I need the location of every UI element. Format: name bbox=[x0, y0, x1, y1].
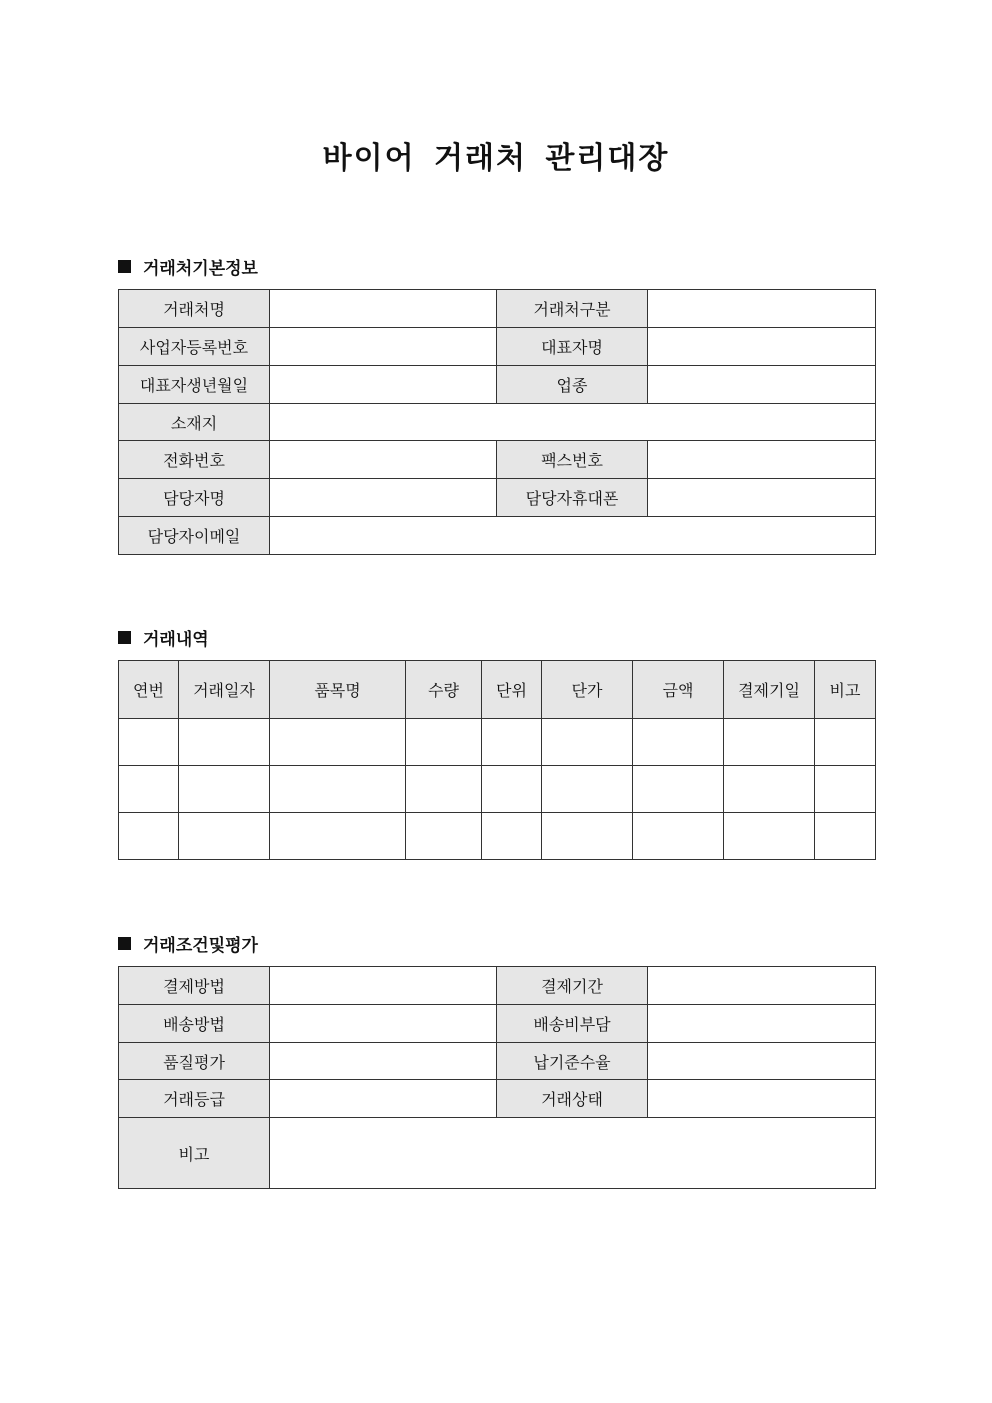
square-bullet-icon bbox=[118, 631, 131, 644]
table-cell[interactable] bbox=[815, 766, 876, 813]
table-row bbox=[119, 719, 876, 766]
table-cell[interactable] bbox=[119, 813, 179, 860]
table-cell[interactable] bbox=[633, 719, 724, 766]
column-header: 품목명 bbox=[270, 661, 406, 719]
label-ship-cost: 배송비부담 bbox=[497, 1005, 648, 1043]
column-header: 금액 bbox=[633, 661, 724, 719]
label-ceo-birth: 대표자생년월일 bbox=[119, 366, 270, 404]
label-manager-email: 담당자이메일 bbox=[119, 517, 270, 555]
field-manager-email[interactable] bbox=[270, 517, 876, 555]
label-quality: 품질평가 bbox=[119, 1043, 270, 1080]
table-cell[interactable] bbox=[270, 766, 406, 813]
label-remarks: 비고 bbox=[119, 1118, 270, 1189]
table-cell[interactable] bbox=[482, 813, 542, 860]
label-delivery: 납기준수율 bbox=[497, 1043, 648, 1080]
table-cell[interactable] bbox=[270, 813, 406, 860]
label-fax: 팩스번호 bbox=[497, 441, 648, 479]
table-cell[interactable] bbox=[542, 766, 633, 813]
table-cell[interactable] bbox=[406, 813, 482, 860]
label-address: 소재지 bbox=[119, 404, 270, 441]
field-name[interactable] bbox=[270, 290, 497, 328]
field-ship-cost[interactable] bbox=[648, 1005, 876, 1043]
table-cell[interactable] bbox=[482, 719, 542, 766]
label-status: 거래상태 bbox=[497, 1080, 648, 1118]
terms-table bbox=[118, 966, 876, 1189]
label-industry: 업종 bbox=[497, 366, 648, 404]
label-ship-method: 배송방법 bbox=[119, 1005, 270, 1043]
table-cell[interactable] bbox=[406, 719, 482, 766]
section-heading-text: 거래처기본정보 bbox=[143, 259, 258, 279]
label-biz-no: 사업자등록번호 bbox=[119, 328, 270, 366]
field-quality[interactable] bbox=[270, 1043, 497, 1080]
page-title: 바이어 거래처 관리대장 bbox=[322, 141, 670, 176]
field-ceo-birth[interactable] bbox=[270, 366, 497, 404]
table-cell[interactable] bbox=[119, 766, 179, 813]
table-cell[interactable] bbox=[542, 813, 633, 860]
field-status[interactable] bbox=[648, 1080, 876, 1118]
field-industry[interactable] bbox=[648, 366, 876, 404]
column-header: 연번 bbox=[119, 661, 179, 719]
field-biz-no[interactable] bbox=[270, 328, 497, 366]
field-phone[interactable] bbox=[270, 441, 497, 479]
square-bullet-icon bbox=[118, 937, 131, 950]
field-remarks[interactable] bbox=[270, 1118, 876, 1189]
column-header: 수량 bbox=[406, 661, 482, 719]
table-cell[interactable] bbox=[815, 719, 876, 766]
table-cell[interactable] bbox=[270, 719, 406, 766]
field-fax[interactable] bbox=[648, 441, 876, 479]
label-pay-method: 결제방법 bbox=[119, 967, 270, 1005]
history-header-row bbox=[119, 661, 876, 719]
column-header: 단가 bbox=[542, 661, 633, 719]
label-phone: 전화번호 bbox=[119, 441, 270, 479]
label-category: 거래처구분 bbox=[497, 290, 648, 328]
column-header: 단위 bbox=[482, 661, 542, 719]
field-address[interactable] bbox=[270, 404, 876, 441]
table-cell[interactable] bbox=[633, 766, 724, 813]
table-cell[interactable] bbox=[179, 766, 270, 813]
section-heading-text: 거래내역 bbox=[143, 630, 209, 650]
table-cell[interactable] bbox=[724, 813, 815, 860]
column-header: 결제기일 bbox=[724, 661, 815, 719]
label-manager-mobile: 담당자휴대폰 bbox=[497, 479, 648, 517]
label-ceo: 대표자명 bbox=[497, 328, 648, 366]
square-bullet-icon bbox=[118, 260, 131, 273]
field-grade[interactable] bbox=[270, 1080, 497, 1118]
table-cell[interactable] bbox=[815, 813, 876, 860]
table-cell[interactable] bbox=[542, 719, 633, 766]
table-row bbox=[119, 766, 876, 813]
field-delivery[interactable] bbox=[648, 1043, 876, 1080]
column-header: 비고 bbox=[815, 661, 876, 719]
field-ceo[interactable] bbox=[648, 328, 876, 366]
field-pay-period[interactable] bbox=[648, 967, 876, 1005]
table-cell[interactable] bbox=[482, 766, 542, 813]
section-heading-terms bbox=[118, 931, 258, 956]
section-heading-text: 거래조건및평가 bbox=[143, 936, 258, 956]
field-manager-mobile[interactable] bbox=[648, 479, 876, 517]
basic-info-table bbox=[118, 289, 876, 555]
section-heading-history bbox=[118, 625, 209, 650]
field-pay-method[interactable] bbox=[270, 967, 497, 1005]
field-ship-method[interactable] bbox=[270, 1005, 497, 1043]
label-grade: 거래등급 bbox=[119, 1080, 270, 1118]
label-manager: 담당자명 bbox=[119, 479, 270, 517]
field-category[interactable] bbox=[648, 290, 876, 328]
history-table bbox=[118, 660, 876, 860]
section-heading-basic bbox=[118, 254, 258, 279]
label-pay-period: 결제기간 bbox=[497, 967, 648, 1005]
column-header: 거래일자 bbox=[179, 661, 270, 719]
label-name: 거래처명 bbox=[119, 290, 270, 328]
table-cell[interactable] bbox=[119, 719, 179, 766]
table-cell[interactable] bbox=[179, 719, 270, 766]
table-cell[interactable] bbox=[406, 766, 482, 813]
table-cell[interactable] bbox=[724, 719, 815, 766]
table-cell[interactable] bbox=[724, 766, 815, 813]
table-cell[interactable] bbox=[179, 813, 270, 860]
table-row bbox=[119, 813, 876, 860]
table-cell[interactable] bbox=[633, 813, 724, 860]
field-manager[interactable] bbox=[270, 479, 497, 517]
